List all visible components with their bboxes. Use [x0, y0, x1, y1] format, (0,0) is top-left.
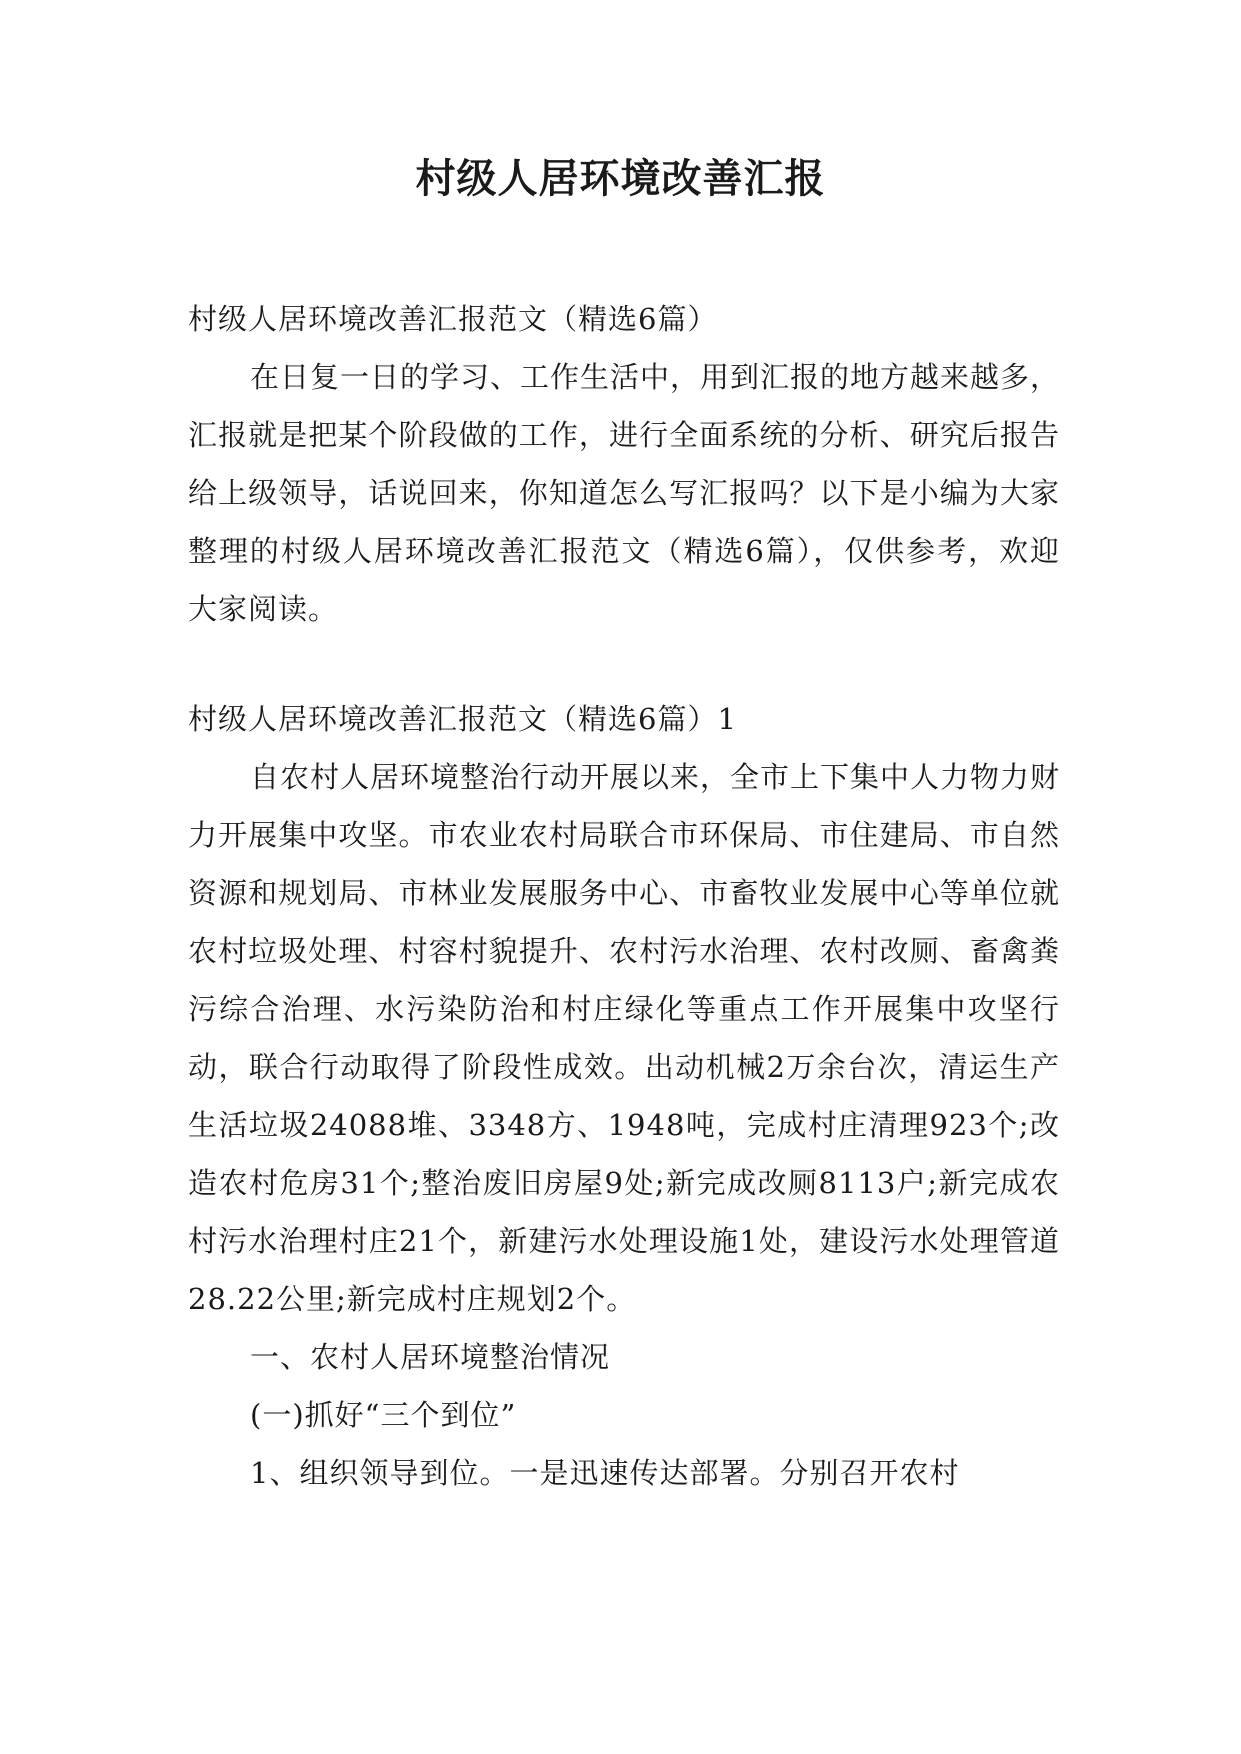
- section-body-paragraph: 自农村人居环境整治行动开展以来，全市上下集中人力物力财力开展集中攻坚。市农业农村局联合市环保局、市住建局、市自然资源和规划局、市林业发展服务中心、市畜牧业发展中心等单位就农村垃圾处理、村容村貌提升、农村污水治理、农村改厕、畜禽粪污综合治理、水污染防治和村庄绿化等重点工作开展集中攻坚行动，联合行动取得了阶段性成效。出动机械2万余台次，清运生产生活垃圾24088堆、3348方、1948吨，完成村庄清理923个;改造农村危房31个;整治废旧房屋9处;新完成改厕8113户;新完成农村污水治理村庄21个，新建污水处理设施1处，建设污水处理管道28.22公里;新完成村庄规划2个。: [188, 760, 1061, 1316]
- point-heading: 一、农村人居环境整治情况: [250, 1340, 611, 1374]
- section-heading: 村级人居环境改善汇报范文（精选6篇）1: [188, 702, 737, 736]
- intro-paragraph: 在日复一日的学习、工作生活中，用到汇报的地方越来越多，汇报就是把某个阶段做的工作，进行全面系统的分析、研究后报告给上级领导，话说回来，你知道怎么写汇报吗？以下是小编为大家整理的村级人居环境改善汇报范文（精选6篇），仅供参考，欢迎大家阅读。: [188, 360, 1061, 626]
- document-title: 村级人居环境改善汇报: [415, 155, 826, 202]
- paragraph-spacer: [188, 638, 1060, 690]
- subtitle-line: 村级人居环境改善汇报范文（精选6篇）: [188, 302, 718, 336]
- sub-heading: (一)抓好“三个到位”: [250, 1398, 517, 1432]
- document-body: [188, 290, 1060, 1502]
- list-item: 1、组织领导到位。一是迅速传达部署。分别召开农村: [250, 1456, 960, 1490]
